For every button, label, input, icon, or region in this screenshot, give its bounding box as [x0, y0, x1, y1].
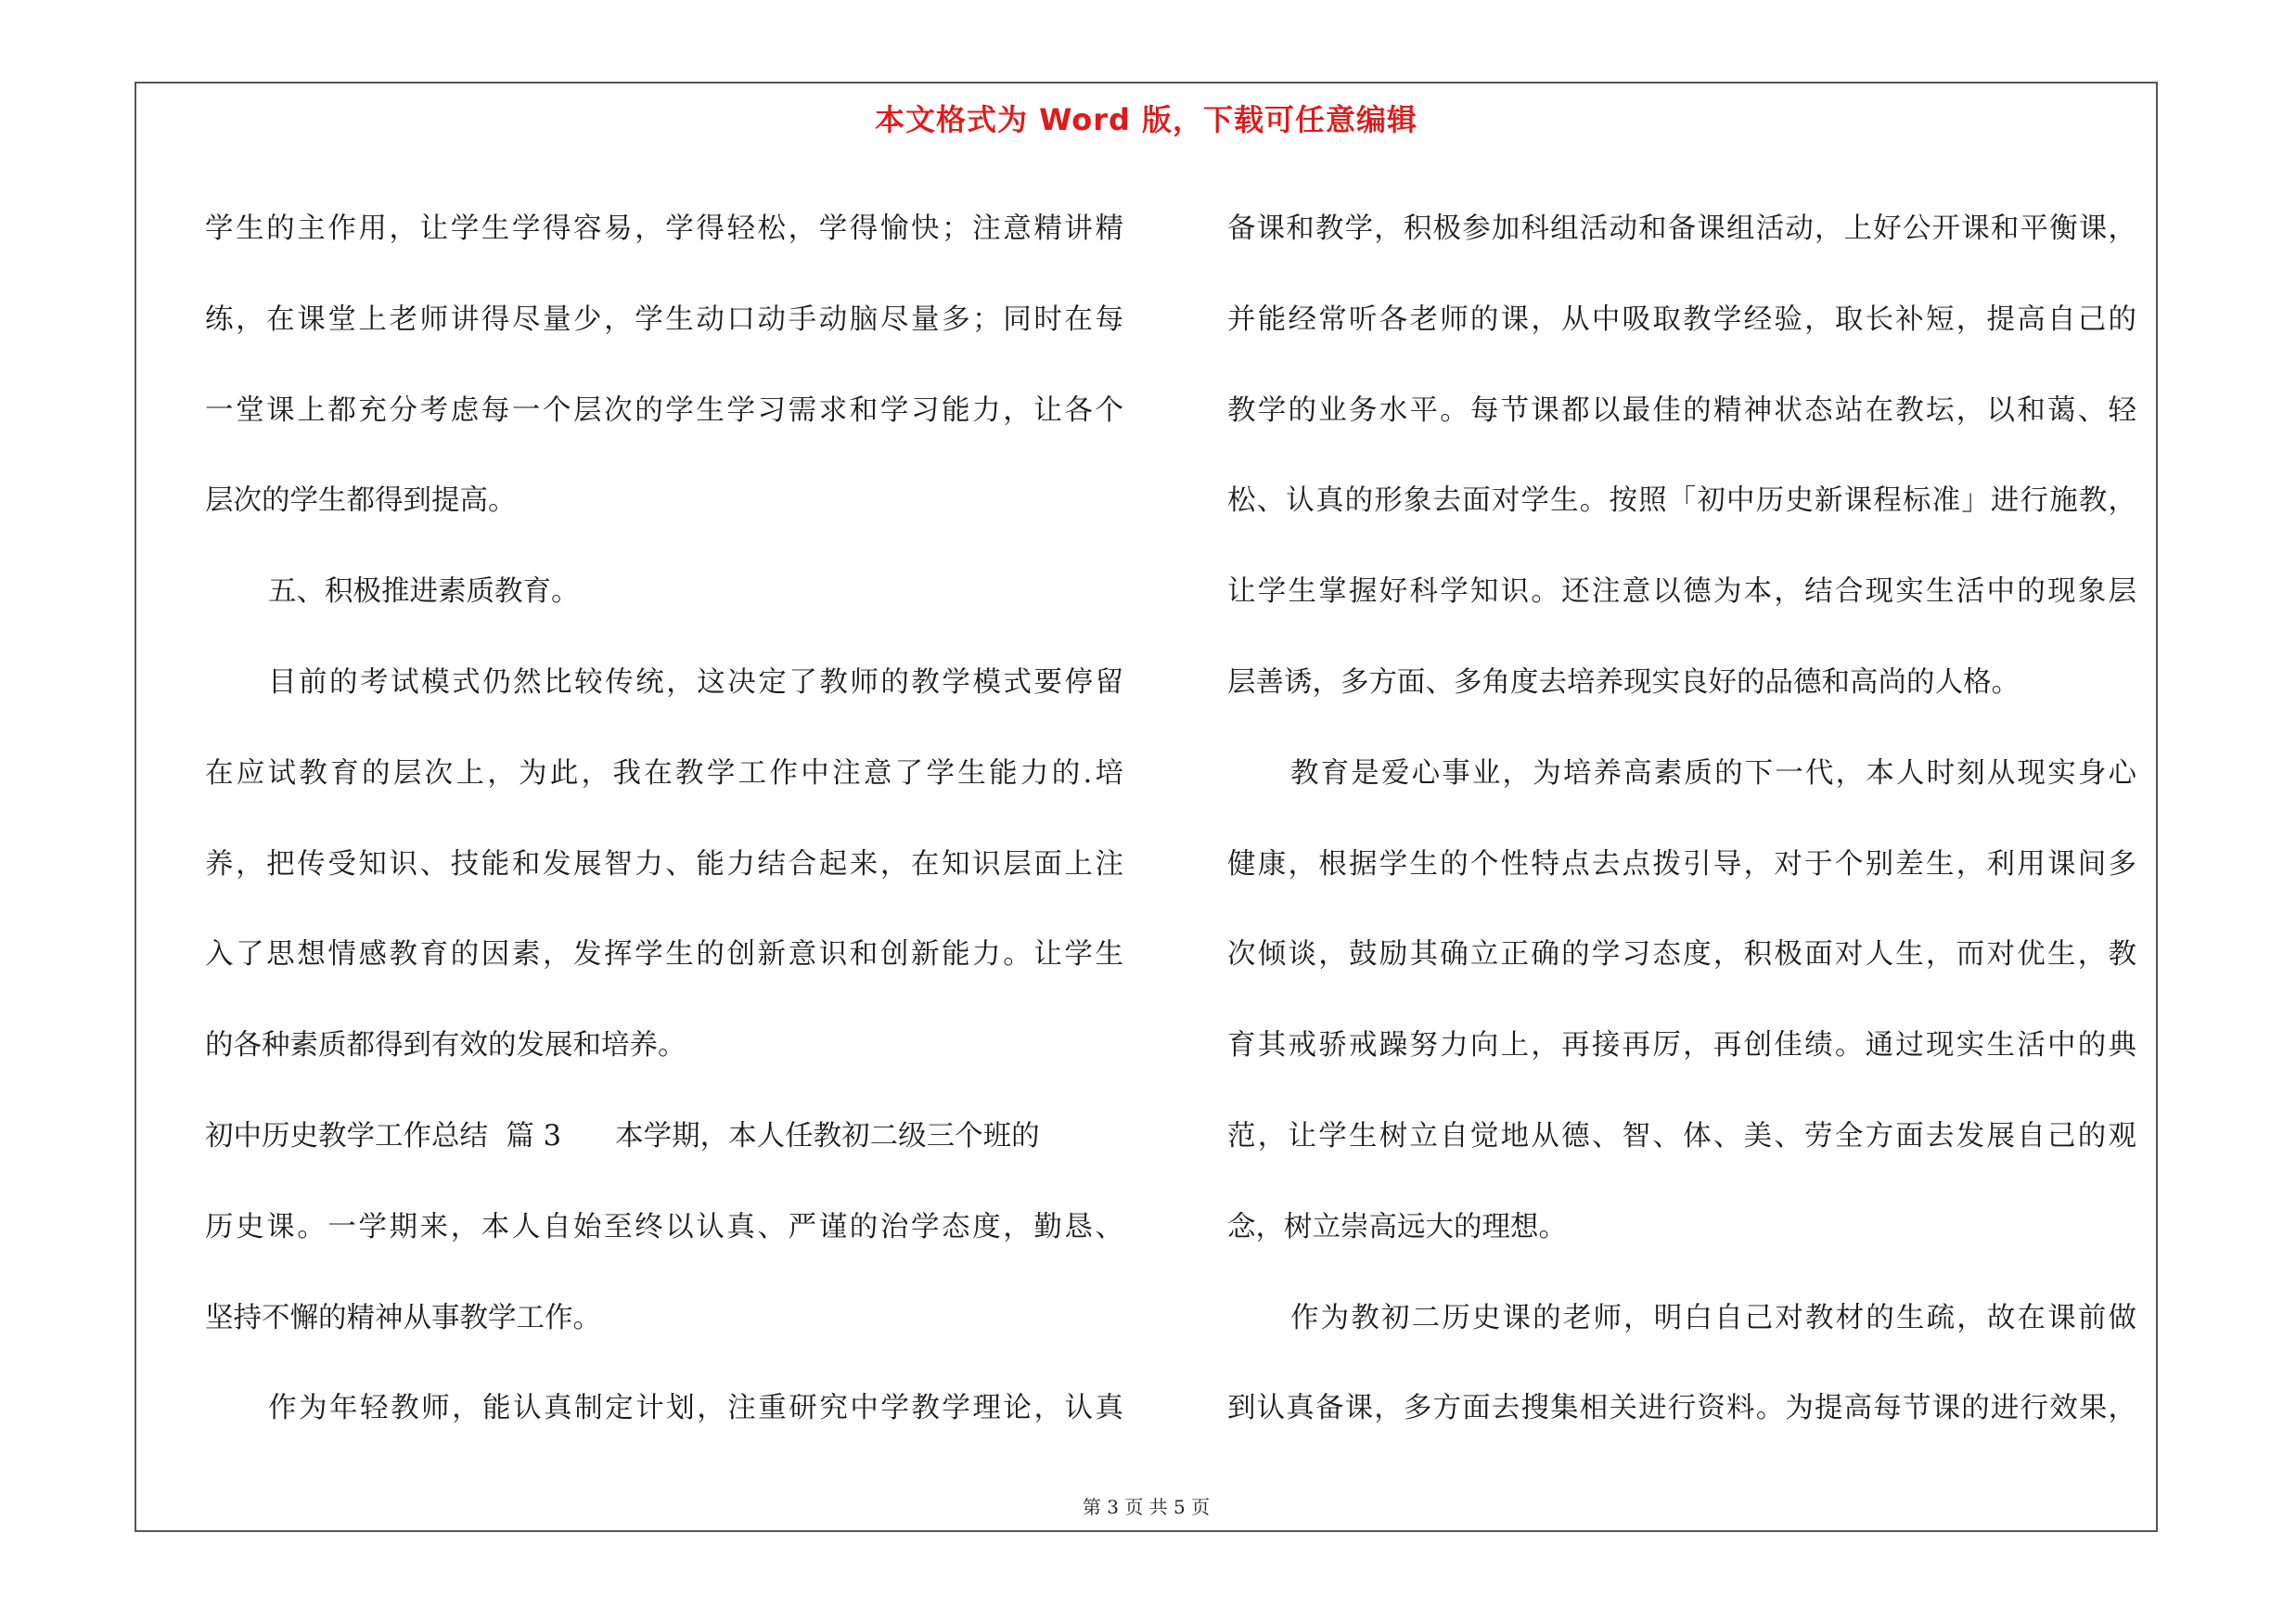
text-line: 松、认真的形象去面对学生。按照「初中历史新课程标准」进行施教， — [1227, 484, 2136, 518]
text-line: 的各种素质都得到有效的发展和培养。 — [205, 1029, 686, 1063]
document-banner: 本文格式为 Word 版，下载可任意编辑 — [874, 102, 1418, 137]
text-line: 在应试教育的层次上，为此，我在教学工作中注意了学生能力的.培 — [205, 756, 1123, 790]
left-text-column — [205, 184, 1123, 1454]
text-line: 练，在课堂上老师讲得尽量少，学生动口动手动脑尽量多；同时在每 — [205, 303, 1123, 336]
text-line: 层次的学生都得到提高。 — [205, 484, 517, 518]
page-frame — [135, 82, 2158, 1532]
text-line: 学生的主作用，让学生学得容易，学得轻松，学得愉快；注意精讲精 — [205, 213, 1123, 245]
text-line: 教育是爱心事业，为培养高素质的下一代，本人时刻从现实身心 — [1290, 756, 2136, 790]
text-line: 作为年轻教师，能认真制定计划，注重研究中学教学理论，认真 — [268, 1392, 1123, 1425]
text-line: 历史课。一学期来，本人自始至终以认真、严谨的治学态度，勤恳、 — [205, 1210, 1123, 1243]
text-line: 一堂课上都充分考虑每一个层次的学生学习需求和学习能力，让各个 — [205, 393, 1123, 427]
text-line: 作为教初二历史课的老师，明白自己对教材的生疏，故在课前做 — [1290, 1301, 2136, 1334]
text-line: 次倾谈，鼓励其确立正确的学习态度，积极面对人生，而对优生，教 — [1227, 938, 2136, 972]
text-line: 坚持不懈的精神从事教学工作。 — [205, 1301, 601, 1334]
page-number: 第 3 页 共 5 页 — [1082, 1496, 1211, 1518]
text-line: 健康，根据学生的个性特点去点拨引导，对于个别差生，利用课间多 — [1227, 847, 2136, 881]
text-line: 育其戒骄戒躁努力向上，再接再厉，再创佳绩。通过现实生活中的典 — [1227, 1029, 2136, 1063]
text-line: 初中历史教学工作总结 篇 3 本学期，本人任教初二级三个班的 — [205, 1119, 1040, 1153]
text-line: 并能经常听各老师的课，从中吸取教学经验，取长补短，提高自己的 — [1227, 303, 2136, 336]
text-line: 念，树立崇高远大的理想。 — [1227, 1210, 1567, 1243]
text-line: 让学生掌握好科学知识。还注意以德为本，结合现实生活中的现象层 — [1227, 575, 2136, 609]
section-heading: 五、积极推进素质教育。 — [268, 575, 580, 609]
text-line: 备课和教学，积极参加科组活动和备课组活动，上好公开课和平衡课， — [1227, 213, 2136, 245]
text-line: 层善诱，多方面、多角度去培养现实良好的品德和高尚的人格。 — [1227, 665, 2020, 699]
text-line: 范，让学生树立自觉地从德、智、体、美、劳全方面去发展自己的观 — [1227, 1119, 2136, 1153]
text-line: 到认真备课，多方面去搜集相关进行资料。为提高每节课的进行效果， — [1227, 1392, 2136, 1425]
text-line: 入了思想情感教育的因素，发挥学生的创新意识和创新能力。让学生 — [205, 938, 1123, 972]
right-text-column — [1227, 184, 2136, 1454]
text-line: 教学的业务水平。每节课都以最佳的精神状态站在教坛，以和蔼、轻 — [1227, 393, 2136, 427]
text-line: 养，把传受知识、技能和发展智力、能力结合起来，在知识层面上注 — [205, 847, 1123, 881]
text-line: 目前的考试模式仍然比较传统，这决定了教师的教学模式要停留 — [268, 665, 1123, 699]
